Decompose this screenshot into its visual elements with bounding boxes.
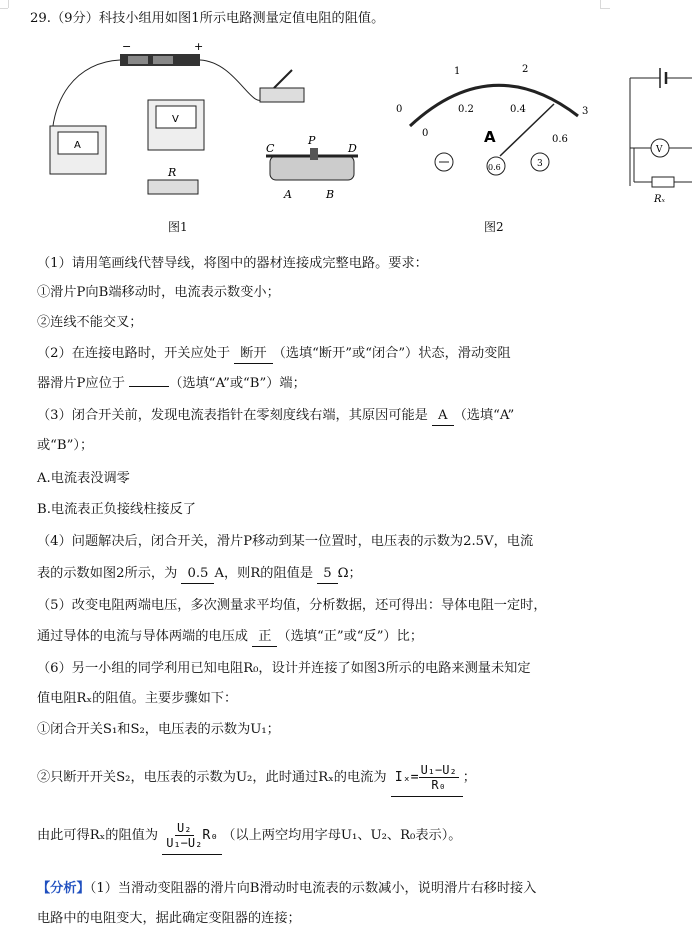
text-line-5: 器滑片P应位于 （选填“A”或“B”）端； (37, 376, 306, 391)
terminal-3: 3 (537, 159, 543, 169)
rheostat-d-label: D (348, 142, 357, 155)
text-line-1: （1）请用笔画线代替导线，将图中的器材连接成完整电路。要求： (37, 256, 428, 271)
text-line-19: 【分析】（1）当滑动变阻器的滑片向B滑动时电流表的示数减小，说明滑片右移时接入 (37, 881, 537, 896)
figure-1-circuit (38, 36, 378, 206)
figure-1-caption: 图1 (168, 220, 188, 234)
rheostat-b-label: B (326, 188, 335, 201)
corner-mark (600, 0, 601, 8)
text-line-12: （5）改变电阻两端电压，多次测量求平均值，分析数据，还可得出：导体电阻一定时， (37, 598, 547, 613)
terminal-06: 0.6 (488, 163, 501, 172)
dial-bottom-06: 0.6 (552, 134, 568, 145)
text-line-8: A.电流表没调零 (37, 471, 130, 486)
corner-mark (600, 8, 610, 9)
text-line-9: B.电流表正负接线柱接反了 (37, 502, 196, 517)
text-line-14: （6）另一小组的同学利用已知电阻R₀，设计并连接了如图3所示的电路来测量未知定 (37, 661, 531, 676)
text-line-20: 电路中的电阻变大，据此确定变阻器的连接； (37, 911, 301, 926)
corner-mark (8, 0, 9, 8)
figure-2-ammeter-dial (392, 60, 598, 200)
answer-current-formula: Iₓ= $\frac{\text{U₁−U₂}}{\text{R₀}}$ (391, 760, 463, 797)
dial-top-0: 0 (396, 104, 403, 115)
rheostat-p-label: P (308, 134, 316, 147)
dial-top-2: 2 (522, 64, 529, 75)
answer-current: 0.5 (181, 565, 214, 584)
answer-resistance-formula: $\frac{\text{U₂}}{\text{U₁−U₂}}$ R₀ (162, 818, 222, 855)
text-line-10: （4）问题解决后，闭合开关，滑片P移动到某一位置时，电压表的示数为2.5V，电流 (37, 534, 534, 549)
dial-bottom-04: 0.4 (510, 104, 526, 115)
voltmeter-label: V (172, 114, 179, 125)
answer-proportion: 正 (252, 628, 277, 647)
dial-top-1: 1 (454, 66, 461, 77)
text-line-18: 由此可得Rₓ的阻值为 $\frac{\text{U₂}}{\text{U₁−U₂}}$ R₀ （以上两空均用字母U₁、U₂、R₀表示）。 (37, 818, 461, 855)
analysis-tag: 【分析】 (37, 881, 90, 896)
corner-mark (0, 8, 8, 9)
text-line-3: ②连线不能交叉； (37, 315, 143, 330)
ammeter-label: A (74, 140, 81, 151)
text-line-6: （3）闭合开关前，发现电流表指针在零刻度线右端，其原因可能是 A （选填“A” (37, 407, 514, 426)
answer-blank-slider (129, 386, 169, 387)
fig3-rx-label: Rₓ (654, 194, 666, 205)
text-line-16: ①闭合开关S₁和S₂，电压表的示数为U₁； (37, 722, 280, 737)
dial-bottom-02: 0.2 (458, 104, 474, 115)
answer-reason: A (432, 407, 454, 426)
question-title: 29.（9分）科技小组用如图1所示电路测量定值电阻的阻值。 (30, 11, 385, 26)
dial-top-3: 3 (582, 106, 589, 117)
text-line-2: ①滑片P向B端移动时，电流表示数变小； (37, 285, 280, 300)
answer-resistance: 5 (317, 565, 337, 584)
dial-bottom-0: 0 (422, 128, 429, 139)
text-line-11: 表的示数如图2所示，为 0.5 A，则R的阻值是 5 Ω； (37, 565, 362, 584)
text-line-13: 通过导体的电流与导体两端的电压成 正 （选填“正”或“反”）比； (37, 628, 423, 647)
text-line-7: 或“B”）； (37, 438, 94, 453)
resistor-label: R (168, 166, 177, 179)
fig3-voltmeter-label: V (656, 145, 663, 155)
answer-switch-state: 断开 (234, 345, 272, 364)
rheostat-c-label: C (266, 142, 275, 155)
text-line-17: ②只断开开关S₂，电压表的示数为U₂，此时通过Rₓ的电流为 Iₓ= $\frac{\text{U₁−U₂}}{\text{R₀}}$ ； (37, 760, 476, 797)
rheostat-a-label: A (284, 188, 292, 201)
dial-unit-label: A (484, 128, 496, 146)
figure-3-circuit (614, 66, 692, 206)
text-line-15: 值电阻Rₓ的阻值。主要步骤如下： (37, 691, 238, 706)
battery-plus-label: + (194, 40, 204, 53)
battery-minus-label: − (122, 40, 132, 53)
text-line-4: （2）在连接电路时，开关应处于 断开 （选填“断开”或“闭合”）状态，滑动变阻 (37, 345, 511, 364)
figure-2-caption: 图2 (484, 220, 504, 234)
